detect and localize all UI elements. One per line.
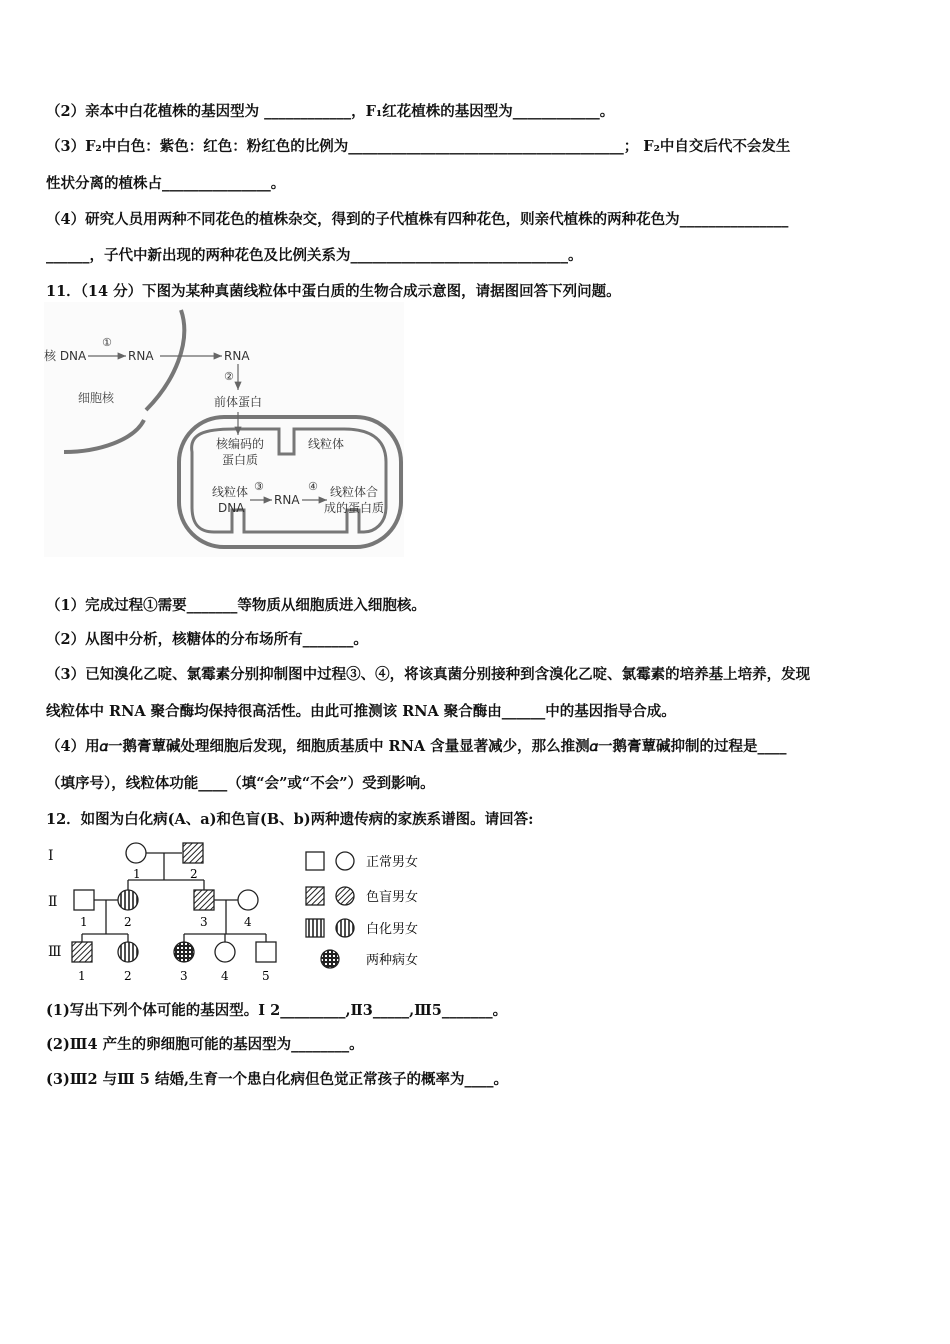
label-I-2: 2: [190, 867, 198, 881]
step2-label: ②: [224, 370, 234, 383]
individual-II-3: [194, 890, 214, 910]
generation-1-label: Ⅰ: [48, 848, 54, 864]
label-III-3: 3: [180, 969, 188, 983]
q10-part4-line2: ______，子代中新出现的两种花色及比例关系为______________________________。: [46, 247, 583, 264]
legend-colorblind-male: [306, 887, 324, 905]
label-II-2: 2: [124, 915, 132, 929]
individual-II-4: [238, 890, 258, 910]
individual-III-2: [118, 942, 138, 962]
legend-colorblind-label: 色盲男女: [366, 890, 419, 905]
q12-part3: (3)Ⅲ2 与Ⅲ 5 结婚,生育一个患白化病但色觉正常孩子的概率为____。: [46, 1071, 508, 1088]
rna-label-3: RNA: [274, 493, 300, 507]
q12-part1: (1)写出下列个体可能的基因型。Ⅰ 2_________,Ⅱ3_____,Ⅲ5_______。: [46, 1002, 508, 1019]
generation-3-label: Ⅲ: [48, 944, 62, 960]
nucleus-label: 细胞核: [78, 391, 115, 405]
mitochondrion-label: 线粒体: [308, 437, 345, 451]
q11-part3-line1: （3）已知溴化乙啶、氯霉素分别抑制图中过程③、④，将该真菌分别接种到含溴化乙啶、氯霉素的培养基上培养，发现: [46, 666, 811, 683]
nuclear-encoded-label-1: 核编码的: [216, 437, 265, 451]
nuclear-encoded-label-2: 蛋白质: [222, 453, 259, 467]
rna-label-2: RNA: [224, 349, 250, 363]
legend-albino-label: 白化男女: [366, 922, 419, 937]
pedigree-chart: [44, 838, 444, 988]
label-III-5: 5: [262, 969, 270, 983]
q11-title: 11．（14 分）下图为某种真菌线粒体中蛋白质的生物合成示意图，请据图回答下列问题。: [46, 283, 621, 300]
q11-part3-line2: 线粒体中 RNA 聚合酶均保持很高活性。由此可推测该 RNA 聚合酶由______中的基因指导合成。: [46, 703, 676, 720]
legend-albino-female: [336, 919, 354, 937]
label-III-2: 2: [124, 969, 132, 983]
label-II-1: 1: [80, 915, 88, 929]
individual-I-1: [126, 843, 146, 863]
step1-label: ①: [102, 336, 112, 349]
q11-part1: （1）完成过程①需要_______等物质从细胞质进入细胞核。: [46, 597, 426, 614]
legend-normal-female: [336, 852, 354, 870]
q11-part4-line2: （填序号），线粒体功能____（填“会”或“不会”）受到影响。: [46, 775, 435, 792]
legend-normal-male: [306, 852, 324, 870]
mito-protein-label-2: 成的蛋白质: [324, 501, 385, 515]
q10-part2: （2）亲本中白花植株的基因型为 ____________，F₁红花植株的基因型为____________。: [46, 103, 615, 120]
legend-colorblind-female: [336, 887, 354, 905]
q12-title: 12．如图为白化病(A、a)和色盲(B、b)两种遗传病的家族系谱图。请回答:: [46, 811, 534, 828]
legend-both-female: [321, 950, 339, 968]
label-II-4: 4: [244, 915, 252, 929]
q12-part2: (2)Ⅲ4 产生的卵细胞可能的基因型为________。: [46, 1036, 364, 1053]
label-I-1: 1: [133, 867, 141, 881]
generation-2-label: Ⅱ: [48, 894, 58, 910]
individual-III-1: [72, 942, 92, 962]
q10-part3-line1: （3）F₂中白色：紫色：红色：粉红色的比例为______________________________________； F₂中自交后代不会发生: [46, 138, 791, 155]
label-III-4: 4: [221, 969, 229, 983]
mito-dna-label-2: DNA: [218, 501, 245, 515]
label-II-3: 3: [200, 915, 208, 929]
precursor-protein-label: 前体蛋白: [214, 395, 263, 409]
q11-part2: （2）从图中分析，核糖体的分布场所有_______。: [46, 631, 368, 648]
step4-label: ④: [308, 480, 318, 493]
q10-part4-line1: （4）研究人员用两种不同花色的植株杂交，得到的子代植株有四种花色，则亲代植株的两种花色为_______________: [46, 211, 789, 228]
mitochondria-protein-synthesis-diagram: [44, 302, 404, 557]
legend-both-label: 两种病女: [366, 953, 419, 968]
individual-III-5: [256, 942, 276, 962]
legend-normal-label: 正常男女: [366, 855, 419, 870]
individual-II-2: [118, 890, 138, 910]
individual-III-4: [215, 942, 235, 962]
rna-label-1: RNA: [128, 349, 154, 363]
nuclear-dna-label: 核 DNA: [44, 349, 87, 363]
individual-II-1: [74, 890, 94, 910]
mito-protein-label-1: 线粒体合: [330, 485, 379, 499]
label-III-1: 1: [78, 969, 86, 983]
step3-label: ③: [254, 480, 264, 493]
q10-part3-line2: 性状分离的植株占_______________。: [46, 175, 286, 192]
individual-I-2: [183, 843, 203, 863]
legend-albino-male: [306, 919, 324, 937]
mito-dna-label-1: 线粒体: [212, 485, 249, 499]
individual-III-3: [174, 942, 194, 962]
q11-part4-line1: （4）用𝛼一鹅膏蕈碱处理细胞后发现，细胞质基质中 RNA 含量显著减少，那么推测𝛼一鹅膏蕈碱抑制的过程是____: [46, 738, 787, 755]
